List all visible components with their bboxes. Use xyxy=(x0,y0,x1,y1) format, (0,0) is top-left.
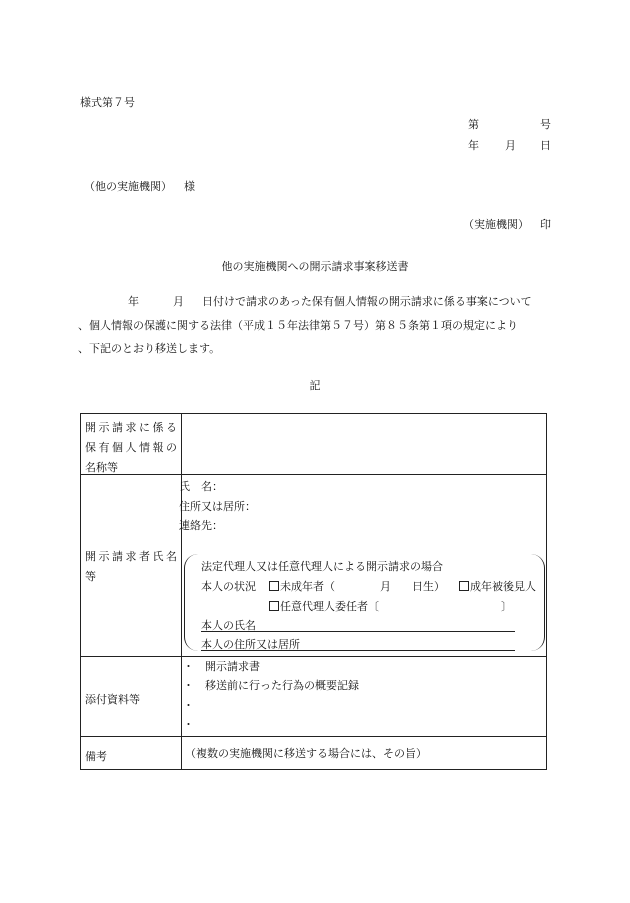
document-title: 他の実施機関への開示請求事案移送書 xyxy=(221,260,409,273)
attachment-item: ・ 移送前に行った行為の概要記録 xyxy=(183,679,359,692)
adult-ward-option xyxy=(459,581,536,592)
table-row-info-name xyxy=(81,414,546,475)
minor-label: 未成年者（ xyxy=(280,580,335,593)
attachments-label: 添付資料等 xyxy=(85,693,140,706)
date-year: 年 xyxy=(468,139,479,152)
principal-address-label: 本人の住所又は居所 xyxy=(201,638,300,651)
body-line-1-text: 日付けで請求のあった保有個人情報の開示請求に係る事案について xyxy=(202,295,532,308)
label-line: 開示請求者氏名 xyxy=(85,550,177,563)
body-year: 年 xyxy=(128,295,139,308)
label-cell xyxy=(81,737,182,770)
birth-month-label: 月 xyxy=(380,580,391,593)
checkbox-square-icon xyxy=(459,581,469,591)
remarks-note: （複数の実施機関に移送する場合には、その旨） xyxy=(185,747,427,760)
principal-name-label: 本人の氏名 xyxy=(201,619,256,632)
body-line-3: 、下記のとおり移送します。 xyxy=(78,342,221,355)
addressee-agency: （他の実施機関） xyxy=(84,180,172,193)
principal-name-underline xyxy=(201,631,515,632)
attachment-item: ・ xyxy=(183,699,194,712)
seal-mark: 印 xyxy=(540,218,551,231)
principal-address-underline xyxy=(201,650,515,651)
checkbox-square-icon xyxy=(269,601,279,611)
minor-option xyxy=(269,581,335,592)
addressee-honorific: 様 xyxy=(184,180,195,193)
checkbox-square-icon xyxy=(269,581,279,591)
voluntary-agent-option xyxy=(269,601,379,612)
requester-name-label: 氏 名： xyxy=(179,480,223,493)
remarks-label: 備考 xyxy=(85,750,107,763)
number-suffix: 号 xyxy=(540,118,551,131)
table-row-requester xyxy=(81,475,546,657)
label-cell xyxy=(81,414,182,474)
requester-contact-label: 連絡先： xyxy=(179,519,223,532)
close-bracket: 〕 xyxy=(501,600,512,613)
proxy-heading: 法定代理人又は任意代理人による開示請求の場合 xyxy=(201,560,443,573)
ki-heading: 記 xyxy=(309,379,321,392)
number-prefix: 第 xyxy=(468,118,479,131)
label-line: 開示請求に係る xyxy=(85,421,177,434)
label-line: 保有個人情報の xyxy=(85,441,177,454)
adult-ward-label: 成年被後見人 xyxy=(470,580,536,593)
sender-agency: （実施機関） xyxy=(463,218,529,231)
date-day: 日 xyxy=(540,139,551,152)
transfer-table xyxy=(80,413,547,770)
requester-address-label: 住所又は居所： xyxy=(179,500,256,513)
attachment-item: ・ 開示請求書 xyxy=(183,660,260,673)
body-line-2: 、個人情報の保護に関する法律（平成１５年法律第５７号）第８５条第１項の規定により xyxy=(78,319,518,332)
body-month: 月 xyxy=(173,295,184,308)
voluntary-agent-label: 任意代理人委任者〔 xyxy=(280,600,379,613)
table-row-remarks xyxy=(81,737,546,770)
label-line: 等 xyxy=(85,570,96,583)
form-number: 様式第７号 xyxy=(80,96,135,109)
label-cell xyxy=(81,657,182,736)
label-cell xyxy=(81,475,182,656)
attachment-item: ・ xyxy=(183,718,194,731)
birth-day-label: 日生） xyxy=(412,580,445,593)
label-line: 名称等 xyxy=(85,461,118,474)
date-month: 月 xyxy=(505,139,516,152)
table-row-attachments xyxy=(81,657,546,737)
principal-status-label: 本人の状況 xyxy=(201,580,256,593)
